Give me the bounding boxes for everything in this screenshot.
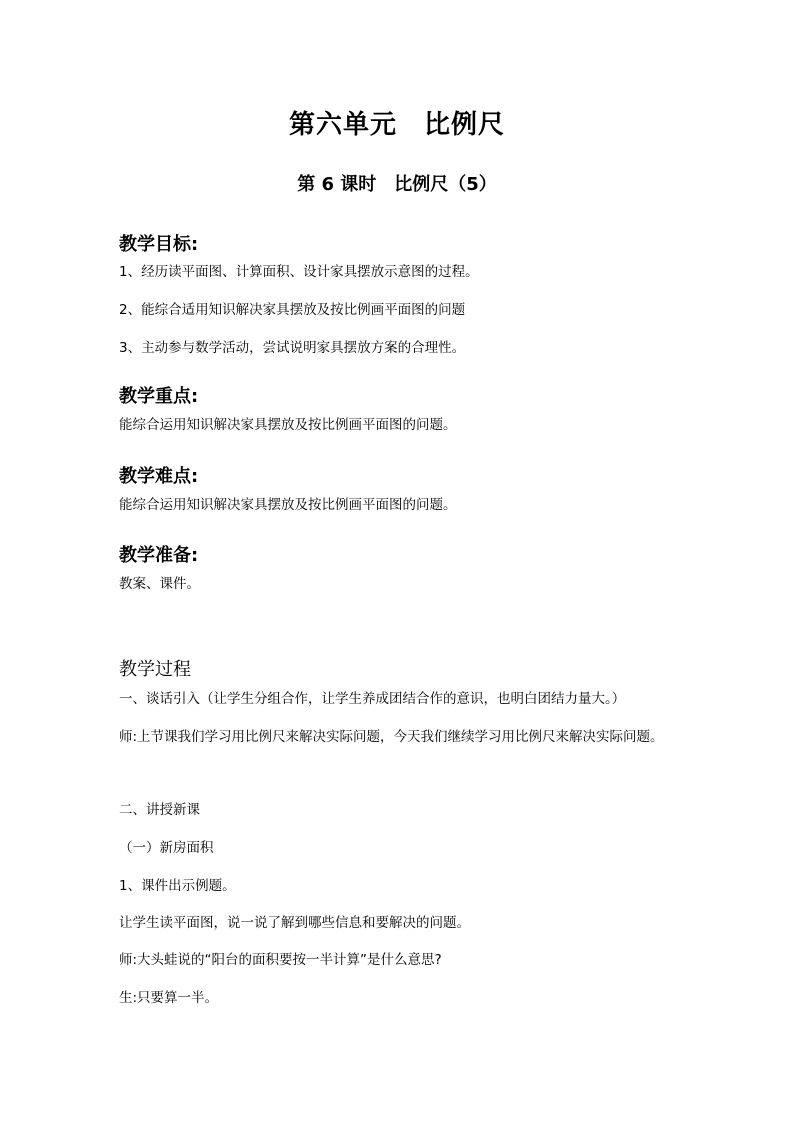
- process-line-3: 二、讲授新课: [119, 802, 200, 818]
- lesson-title: 第 6 课时 比例尺（5）: [297, 174, 497, 195]
- process-line-7: 师:大头蛙说的“阳台的面积要按一半计算”是什么意思?: [119, 952, 442, 968]
- key-points-heading: 教学重点:: [119, 386, 199, 407]
- preparation-text: 教案、课件。: [119, 576, 200, 592]
- difficulties-heading: 教学难点:: [119, 466, 199, 487]
- process-line-2: 师:上节课我们学习用比例尺来解决实际问题，今天我们继续学习用比例尺来解决实际问题。: [119, 729, 664, 745]
- difficulties-text: 能综合运用知识解决家具摆放及按比例画平面图的问题。: [119, 497, 457, 513]
- objective-item-3: 3、主动参与数学活动，尝试说明家具摆放方案的合理性。: [119, 340, 466, 356]
- process-line-8: 生:只要算一半。: [119, 990, 219, 1006]
- unit-title: 第六单元 比例尺: [288, 110, 505, 140]
- objectives-heading: 教学目标:: [119, 234, 199, 255]
- objective-item-1: 1、经历读平面图、计算面积、设计家具摆放示意图的过程。: [119, 264, 479, 280]
- key-points-text: 能综合运用知识解决家具摆放及按比例画平面图的问题。: [119, 417, 457, 433]
- process-line-6: 让学生读平面图，说一说了解到哪些信息和要解决的问题。: [119, 915, 470, 931]
- process-heading: 教学过程: [119, 659, 191, 680]
- process-line-5: 1、课件出示例题。: [119, 878, 236, 894]
- process-line-4: （一）新房面积: [119, 840, 214, 856]
- preparation-heading: 教学准备:: [119, 545, 199, 566]
- process-line-1: 一、谈话引入（让学生分组合作，让学生养成团结合作的意识，也明白团结力量大。）: [119, 691, 626, 707]
- objective-item-2: 2、能综合适用知识解决家具摆放及按比例画平面图的问题: [119, 302, 466, 318]
